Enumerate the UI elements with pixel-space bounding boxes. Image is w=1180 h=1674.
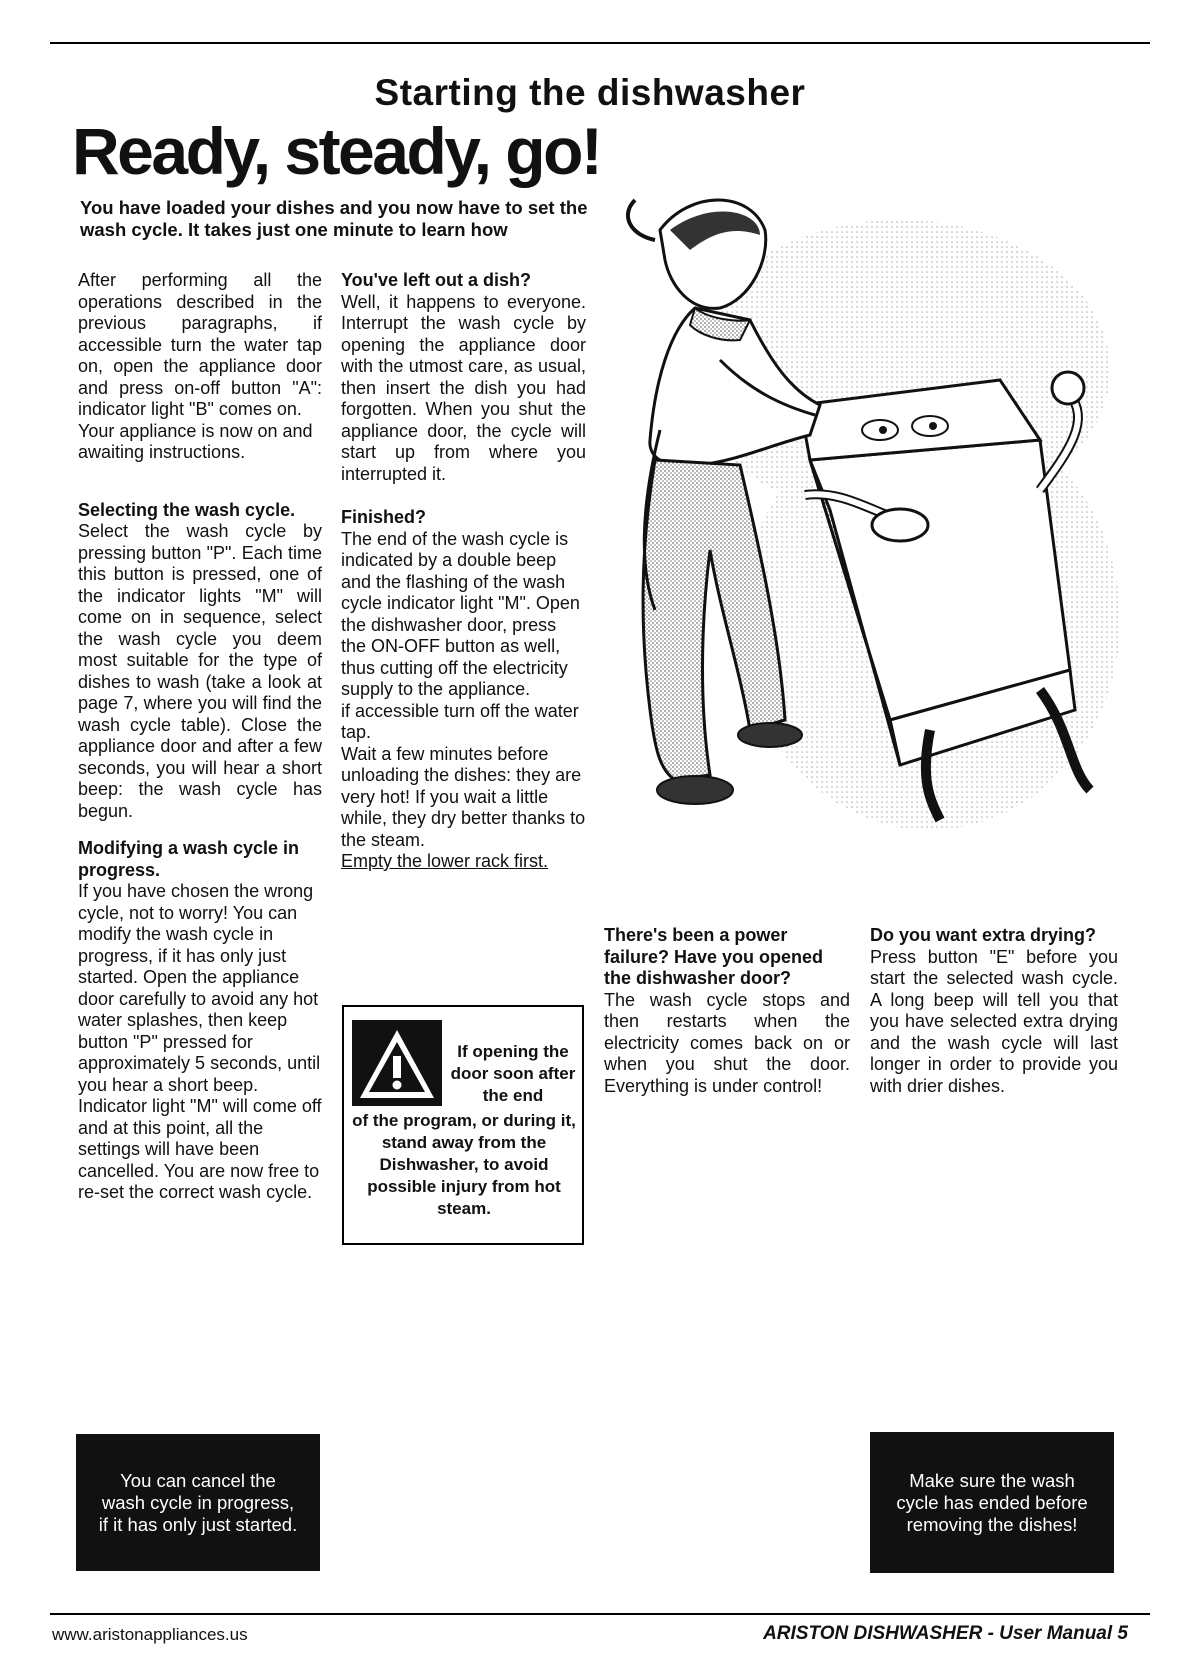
- section-title: Starting the dishwasher: [374, 72, 806, 113]
- awaiting-paragraph: Your appliance is now on and awaiting instructions.: [78, 420, 313, 462]
- intro-text: You have loaded your dishes and you now have to set the wash cycle. It takes just one minute to learn how: [80, 197, 588, 240]
- warning-text-bottom: of the program, or during it, stand away from the Dishwasher, to avoid possible injury from hot steam.: [352, 1111, 576, 1218]
- empty-rack-note: Empty the lower rack first.: [341, 851, 549, 871]
- extra-drying-text: Press button "E" before you start the selected wash cycle. A long beep will tell you that you have selected extra drying and the wash cycle will last longer in order to provide you with drier dishes.: [870, 946, 1118, 1096]
- selecting-heading: Selecting the wash cycle.: [78, 499, 296, 520]
- cancel-cycle-callout-text: You can cancel the wash cycle in progress, if it has only just started.: [98, 1469, 298, 1535]
- finished-tap-text: if accessible turn off the water tap.: [341, 700, 579, 742]
- cancel-cycle-callout: [76, 1434, 320, 1571]
- extra-drying-heading: Do you want extra drying?: [870, 925, 1097, 945]
- finished-wait-text: Wait a few minutes before unloading the dishes: they are very hot! If you wait a little while, they dry better thanks to the steam.: [341, 743, 586, 850]
- page-headline: Ready, steady, go!: [72, 114, 601, 188]
- left-out-heading: You've left out a dish?: [341, 270, 531, 290]
- finished-text: The end of the wash cycle is indicated by a double beep and the flashing of the wash cycle indicator light "M". Open the dishwasher door, press the ON-OFF button as well, thus cutting off the electricity supply to the appliance.: [341, 528, 580, 699]
- bottom-rule: [50, 1613, 1150, 1615]
- modifying-heading: Modifying a wash cycle in progress.: [78, 838, 300, 880]
- column-3: [604, 925, 850, 1097]
- selecting-text: Select the wash cycle by pressing button "P". Each time this button is pressed, one of the indicator lights "M" will come on in sequence, select the wash cycle you deem most suitable for the type of dishes to wash (take a look at page 7, where you will find the wash cycle table). Close the appliance door and after a few seconds, you will hear a short beep: the wash cycle has begun.: [78, 521, 322, 821]
- cycle-ended-callout: [870, 1432, 1114, 1573]
- column-2: [341, 270, 586, 873]
- warning-text-top: If opening the door soon after the end: [450, 1042, 576, 1105]
- column-1: [78, 270, 322, 1204]
- left-out-text: Well, it happens to everyone. Interrupt the wash cycle by opening the appliance door with the utmost care, as usual, then insert the dish you had forgotten. When you shut the appliance door, the cycle will start up from where you interrupted it.: [341, 291, 586, 484]
- power-failure-heading: There's been a power failure? Have you opened the dishwasher door?: [604, 925, 824, 988]
- footer-manual-title: ARISTON DISHWASHER - User Manual 5: [763, 1623, 1128, 1644]
- modifying-text: If you have chosen the wrong cycle, not to worry! You can modify the wash cycle in progress, if it has only just started. Open the appliance door carefully to avoid any hot water splashes, then keep button "P" pressed for approximately 5 seconds, until you hear a short beep. Indicator light "M" will come off and at this point, all the settings will have been cancelled. You are now free to re-set the correct wash cycle.: [78, 881, 322, 1202]
- finished-heading: Finished?: [341, 507, 426, 527]
- power-failure-text: The wash cycle stops and then restarts when the electricity comes back on or when you shut the door. Everything is under control!: [604, 989, 850, 1096]
- woman-with-dishwasher-illustration: [600, 190, 1120, 900]
- footer-url-link[interactable]: www.aristonappliances.us: [52, 1625, 248, 1644]
- warning-triangle-icon: [352, 1020, 442, 1106]
- top-rule: [50, 42, 1150, 44]
- column-4: [870, 925, 1118, 1097]
- steam-warning-box: [342, 1005, 584, 1245]
- cycle-ended-callout-text: Make sure the wash cycle has ended before removing the dishes!: [896, 1469, 1088, 1535]
- startup-paragraph: After performing all the operations described in the previous paragraphs, if accessible turn the water tap on, open the appliance door and press on-off button "A": indicator light "B" comes on.: [78, 270, 322, 419]
